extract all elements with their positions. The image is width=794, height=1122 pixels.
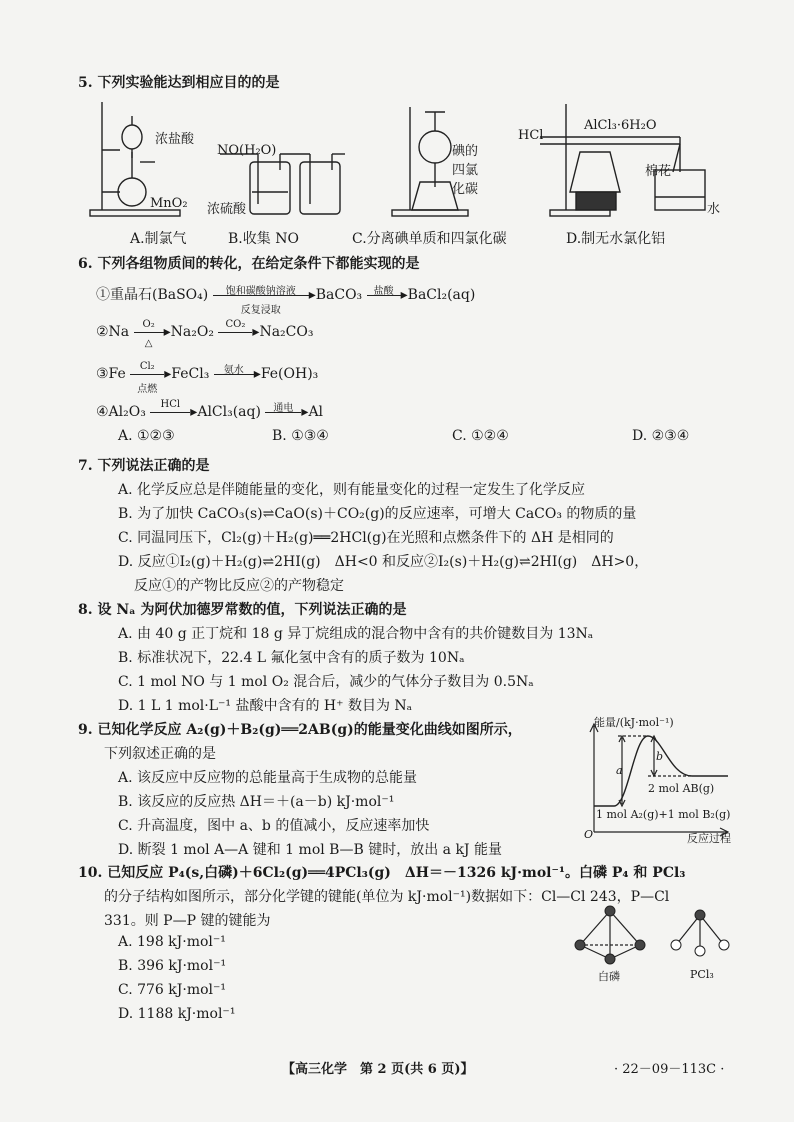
q5-label-hcl-d: HCl bbox=[518, 128, 544, 143]
q5-label-no: NO(H₂O) bbox=[217, 143, 277, 158]
q5-apparatus-figure bbox=[80, 92, 720, 232]
q9-graph-a: a bbox=[616, 764, 623, 777]
q8-option-a: A. 由 40 g 正丁烷和 18 g 异丁烷组成的混合物中含有的共价键数目为 13Nₐ bbox=[118, 626, 594, 642]
q6-l3-pre: ③Fe bbox=[96, 366, 126, 382]
q7-option-a: A. 化学反应总是伴随能量的变化，则有能量变化的过程一定发生了化学反应 bbox=[118, 482, 586, 498]
q6-l2-arrow1-top: O₂ bbox=[142, 318, 155, 330]
q6-l2-post: Na₂CO₃ bbox=[259, 324, 314, 340]
q9-stem-1: 9. 已知化学反应 A₂(g)＋B₂(g)══2AB(g)的能量变化曲线如图所示， bbox=[78, 722, 522, 738]
q6-l1-post: BaCl₂(aq) bbox=[407, 287, 476, 303]
q9-option-c: C. 升高温度，图中 a、b 的值减小，反应速率加快 bbox=[118, 818, 430, 834]
q6-stem: 6. 下列各组物质间的转化，在给定条件下都能实现的是 bbox=[78, 256, 420, 272]
q6-option-b: B. ①③④ bbox=[272, 428, 329, 444]
q6-l4-arrow2-top: 通电 bbox=[273, 402, 294, 414]
q6-option-c: C. ①②④ bbox=[452, 428, 509, 444]
q5-label-alcl3: AlCl₃·6H₂O bbox=[584, 118, 657, 133]
q6-l4-pre: ④Al₂O₃ bbox=[96, 404, 146, 420]
q5-label-h2so4: 浓硫酸 bbox=[207, 202, 247, 217]
q9-energy-graph bbox=[588, 716, 738, 842]
q6-l2-arrow2-top: CO₂ bbox=[225, 318, 246, 330]
q6-l4-mid: AlCl₃(aq) bbox=[197, 404, 261, 420]
q7-option-d-cont: 反应①的产物比反应②的产物稳定 bbox=[134, 578, 344, 594]
q8-option-b: B. 标准状况下，22.4 L 氟化氢中含有的质子数为 10Nₐ bbox=[118, 650, 465, 666]
q5-option-c: C.分离碘单质和四氯化碳 bbox=[352, 231, 507, 247]
q6-l1-arrow1-bot: 反复浸取 bbox=[240, 304, 281, 316]
q6-l1-pre: ①重晶石(BaSO₄) bbox=[96, 287, 209, 303]
q6-l2-pre: ②Na bbox=[96, 324, 130, 340]
q5-stem: 5. 下列实验能达到相应目的的是 bbox=[78, 75, 280, 91]
footer-page-info: 【高三化学 第 2 页(共 6 页)】 bbox=[282, 1062, 474, 1077]
q6-line-1: ①重晶石(BaSO₄) 饱和碳酸钠溶液 反复浸取 ▸BaCO₃ 盐酸 ▸BaCl₂(aq) bbox=[96, 284, 475, 304]
q10-stem-3: 331。则 P—P 键的键能为 bbox=[104, 913, 271, 929]
q9-graph-product: 2 mol AB(g) bbox=[648, 782, 715, 795]
q6-l2-arrow1 bbox=[134, 318, 164, 349]
q6-line-2: ②Na O₂ △ ▸Na₂O₂ CO₂ ▸Na₂CO₃ bbox=[96, 318, 314, 349]
q6-l1-arrow2-top: 盐酸 bbox=[373, 285, 394, 297]
q10-option-a: A. 198 kJ·mol⁻¹ bbox=[118, 934, 226, 950]
q5-option-a: A.制氯气 bbox=[130, 231, 187, 247]
q6-l3-arrow1-top: Cl₂ bbox=[139, 360, 155, 372]
q6-l4-arrow2 bbox=[265, 402, 301, 414]
q9-graph-ylabel: 能量/(kJ·mol⁻¹) bbox=[594, 716, 674, 729]
q6-l3-arrow2-top: 氨水 bbox=[223, 364, 244, 376]
q10-label-white-p: 白磷 bbox=[598, 970, 620, 983]
footer-code: · 22－09－113C · bbox=[614, 1062, 725, 1077]
q6-l3-post: Fe(OH)₃ bbox=[260, 366, 319, 382]
q5-label-water: 水 bbox=[707, 202, 721, 217]
q6-l1-arrow2 bbox=[367, 285, 401, 297]
q10-stem-1: 10. 已知反应 P₄(s,白磷)＋6Cl₂(g)══4PCl₃(g) ΔH＝－1326 kJ·mol⁻¹。白磷 P₄ 和 PCl₃ bbox=[78, 865, 686, 881]
q6-l2-arrow1-bot: △ bbox=[144, 337, 153, 349]
q6-l3-mid: FeCl₃ bbox=[171, 366, 210, 382]
q6-l4-arrow1 bbox=[150, 398, 190, 413]
q5-option-d: D.制无水氯化铝 bbox=[566, 231, 666, 247]
q8-option-c: C. 1 mol NO 与 1 mol O₂ 混合后，减少的气体分子数目为 0.5Nₐ bbox=[118, 674, 534, 690]
q9-option-a: A. 该反应中反应物的总能量高于生成物的总能量 bbox=[118, 770, 418, 786]
q6-l3-arrow2 bbox=[214, 364, 254, 376]
q7-option-c: C. 同温同压下，Cl₂(g)＋H₂(g)══2HCl(g)在光照和点燃条件下的 ΔH 是相同的 bbox=[118, 530, 614, 546]
q7-option-d: D. 反应①I₂(g)＋H₂(g)⇌2HI(g) ΔH<0 和反应②I₂(s)＋H₂(g)⇌2HI(g) ΔH>0， bbox=[118, 554, 649, 570]
q9-graph-xlabel: 反应过程 bbox=[687, 832, 731, 845]
q9-graph-b: b bbox=[656, 750, 664, 763]
q6-l3-arrow1-bot: 点燃 bbox=[137, 383, 158, 395]
q6-line-3: ③Fe Cl₂ 点燃 ▸FeCl₃ 氨水 ▸Fe(OH)₃ bbox=[96, 360, 319, 395]
q9-option-b: B. 该反应的反应热 ΔH＝＋(a－b) kJ·mol⁻¹ bbox=[118, 794, 395, 810]
q6-option-a: A. ①②③ bbox=[118, 428, 175, 444]
q6-l4-post: Al bbox=[308, 404, 324, 420]
q6-line-4: ④Al₂O₃ HCl ▸AlCl₃(aq) 通电 ▸Al bbox=[96, 398, 324, 420]
q9-graph-reactant: 1 mol A₂(g)+1 mol B₂(g) bbox=[596, 808, 731, 821]
q6-l1-mid: BaCO₃ bbox=[315, 287, 363, 303]
q6-option-d: D. ②③④ bbox=[632, 428, 690, 444]
q6-l1-arrow1-top: 饱和碳酸钠溶液 bbox=[225, 285, 296, 297]
q9-graph-origin: O bbox=[584, 828, 594, 841]
q5-label-hcl: 浓盐酸 bbox=[155, 132, 195, 147]
q9-stem-2: 下列叙述正确的是 bbox=[104, 746, 216, 762]
q9-option-d: D. 断裂 1 mol A—A 键和 1 mol B—B 键时，放出 a kJ 能量 bbox=[118, 842, 502, 858]
q5-label-mno2: MnO₂ bbox=[150, 196, 188, 211]
q7-option-b: B. 为了加快 CaCO₃(s)⇌CaO(s)＋CO₂(g)的反应速率，可增大 CaCO₃ 的物质的量 bbox=[118, 506, 637, 522]
q10-molecule-figure bbox=[570, 905, 740, 975]
q8-option-d: D. 1 L 1 mol·L⁻¹ 盐酸中含有的 H⁺ 数目为 Nₐ bbox=[118, 698, 413, 714]
q7-stem: 7. 下列说法正确的是 bbox=[78, 458, 210, 474]
q6-l2-arrow2 bbox=[218, 318, 252, 333]
q5-option-b: B.收集 NO bbox=[228, 231, 299, 247]
q6-l4-arrow1-top: HCl bbox=[160, 398, 181, 410]
q5-label-cotton: 棉花 bbox=[645, 164, 672, 179]
q8-stem: 8. 设 Nₐ 为阿伏加德罗常数的值，下列说法正确的是 bbox=[78, 602, 407, 618]
q10-option-b: B. 396 kJ·mol⁻¹ bbox=[118, 958, 227, 974]
q10-option-d: D. 1188 kJ·mol⁻¹ bbox=[118, 1006, 236, 1022]
q6-l1-arrow1 bbox=[213, 285, 309, 316]
q10-label-pcl3: PCl₃ bbox=[690, 968, 714, 981]
q10-stem-2: 的分子结构如图所示，部分化学键的键能(单位为 kJ·mol⁻¹)数据如下：Cl—Cl 243，P—Cl bbox=[104, 889, 670, 905]
q6-l3-arrow1 bbox=[130, 360, 164, 395]
q10-option-c: C. 776 kJ·mol⁻¹ bbox=[118, 982, 227, 998]
q5-label-i2: 碘的四氯化碳 bbox=[452, 144, 479, 197]
q6-l2-mid: Na₂O₂ bbox=[170, 324, 214, 340]
